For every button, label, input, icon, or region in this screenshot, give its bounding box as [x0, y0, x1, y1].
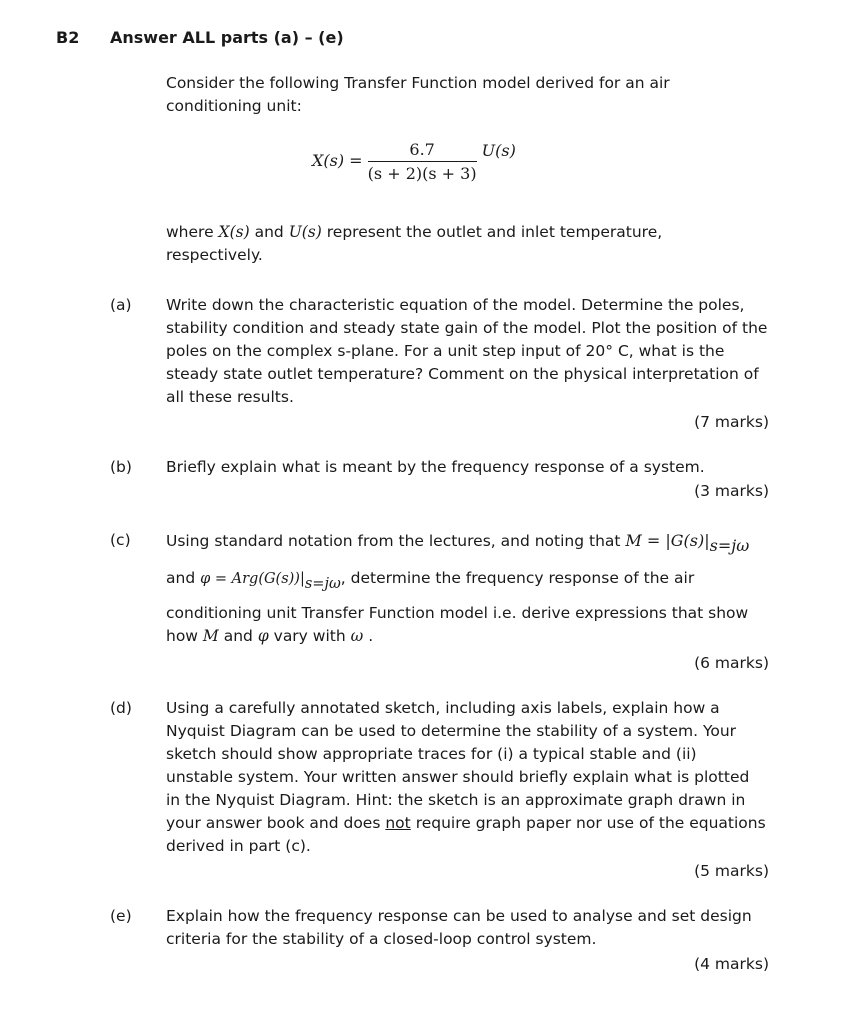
m-symbol: M	[202, 627, 219, 645]
part-c-line2-text: , determine the frequency response of the air	[340, 569, 695, 587]
question-title: Answer ALL parts (a) – (e)	[110, 28, 344, 47]
part-c-how: how	[166, 627, 198, 645]
equation-denominator: (s + 2)(s + 3)	[367, 164, 477, 183]
phi-definition: φ = Arg(G(s))|	[200, 571, 305, 587]
part-a-marks: (7 marks)	[694, 413, 769, 431]
equation-fraction	[368, 140, 477, 183]
u-symbol: U(s)	[288, 223, 322, 241]
part-e-text: Explain how the frequency response can be used to analyse and set design criteria for the stability of a closed-loop control system.	[166, 907, 752, 948]
intro-text: Consider the following Transfer Function model derived for an air conditioning unit:	[166, 74, 670, 115]
part-d-label: (d)	[110, 699, 132, 717]
question-number: B2	[56, 28, 80, 47]
part-d-text-after: require graph paper nor use of the equations derived in part (c).	[166, 814, 766, 855]
phi-symbol: φ	[257, 627, 269, 645]
where-suffix: represent the outlet and inlet temperature,	[326, 223, 663, 241]
part-b-text: Briefly explain what is meant by the frequency response of a system.	[166, 458, 705, 476]
where-prefix: where	[166, 223, 214, 241]
equation-rhs: U(s)	[481, 141, 516, 160]
equation-lhs: X(s) =	[312, 151, 363, 170]
part-c-label: (c)	[110, 531, 131, 549]
part-c-line3: conditioning unit Transfer Function model i.e. derive expressions that show	[166, 604, 749, 622]
omega-symbol: ω	[350, 627, 364, 645]
where-and: and	[254, 223, 284, 241]
part-d-marks: (5 marks)	[694, 862, 769, 880]
part-c-line4-and: and	[223, 627, 253, 645]
phi-subscript: s=jω	[304, 576, 341, 592]
m-definition: M = |G(s)|	[625, 531, 710, 550]
where-text	[166, 221, 786, 267]
part-e-marks: (4 marks)	[694, 955, 769, 973]
part-c-vary-with: vary with	[273, 627, 346, 645]
part-e-label: (e)	[110, 907, 132, 925]
part-d-text-before: Using a carefully annotated sketch, including axis labels, explain how a Nyquist Diagram can be used to determine the stability of a system. Your sketch should show appropriate traces for (i) a typical stable and (ii) unstable system. Your written answer should briefly explain what is plotted in the Nyquist Diagram. Hint: the sketch is an approximate graph drawn in your answer book and does	[166, 699, 750, 832]
part-b-label: (b)	[110, 458, 132, 476]
part-c-line1	[166, 529, 786, 553]
where-line2: respectively.	[166, 246, 263, 264]
part-c-marks: (6 marks)	[694, 654, 769, 672]
part-a-label: (a)	[110, 296, 132, 314]
part-c-line1-text: Using standard notation from the lectures, and noting that	[166, 532, 621, 550]
equation-numerator: 6.7	[368, 140, 477, 162]
transfer-function-equation	[312, 140, 516, 183]
part-d-text	[166, 697, 766, 858]
part-b-marks: (3 marks)	[694, 482, 769, 500]
m-subscript: s=jω	[709, 536, 750, 555]
part-c-line4	[166, 625, 786, 648]
x-symbol: X(s)	[218, 223, 250, 241]
part-c-period: .	[368, 627, 374, 645]
part-c-line2	[166, 567, 786, 591]
part-c-and: and	[166, 569, 196, 587]
part-a-text: Write down the characteristic equation of the model. Determine the poles, stability condition and steady state gain of the model. Plot the position of the poles on the complex s-plane. For a unit step input of 20° C, what is the steady state outlet temperature? Comment on the physical interpretation of all these results.	[166, 296, 768, 406]
part-d-underlined: not	[385, 814, 411, 832]
